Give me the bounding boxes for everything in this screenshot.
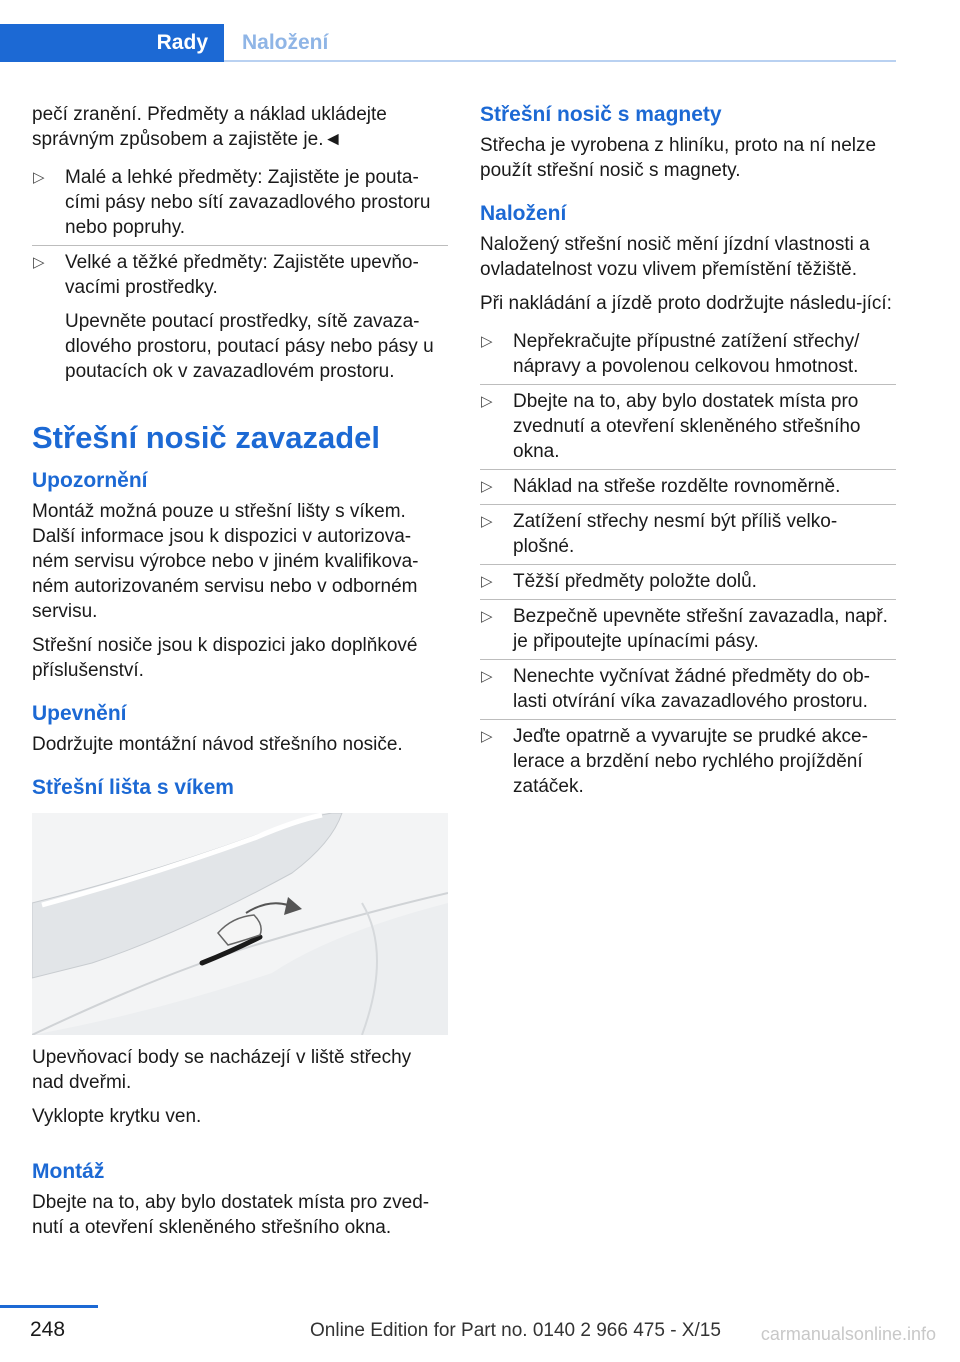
heading-roof-rail: Střešní lišta s víkem xyxy=(32,776,234,799)
cargo-list xyxy=(32,161,448,305)
paragraph-nalozeni-1: Naložený střešní nosič mění jízdní vlastnosti a ovladatelnost vozu vlivem přemístění těžiště. xyxy=(480,234,870,280)
watermark: carmanualsonline.info xyxy=(760,1324,936,1344)
list-item-text: Těžší předměty položte dolů. xyxy=(513,571,757,592)
paragraph-upozorneni-2: Střešní nosiče jsou k dispozici jako doplňkové příslušenství. xyxy=(32,635,418,681)
bullet-triangle-icon: ▷ xyxy=(481,608,493,625)
footer xyxy=(0,1298,960,1362)
list-item-text: Nepřekračujte přípustné zatížení střechy/ nápravy a povolenou celkovou hmotnost. xyxy=(513,331,860,377)
list-item xyxy=(32,161,448,245)
roof-rail-illustration xyxy=(32,813,448,1035)
section-title-roof-rack: Střešní nosič zavazadel xyxy=(32,420,381,455)
header-bar xyxy=(0,0,960,64)
intro-paragraph: pečí zranění. Předměty a náklad ukládejte správným způsobem a zajistěte je.◄ xyxy=(32,104,387,150)
list-item xyxy=(480,719,896,804)
bullet-triangle-icon: ▷ xyxy=(481,333,493,350)
list-item xyxy=(480,659,896,719)
heading-upevneni: Upevnění xyxy=(32,702,127,725)
bullet-triangle-icon: ▷ xyxy=(481,513,493,530)
heading-nalozeni: Naložení xyxy=(480,202,567,225)
paragraph-roof-rail-1: Upevňovací body se nacházejí v liště střechy nad dveřmi. xyxy=(32,1047,412,1093)
bullet-triangle-icon: ▷ xyxy=(33,254,45,271)
paragraph-roof-rail-2: Vyklopte krytku ven. xyxy=(32,1106,202,1127)
loading-rules-list xyxy=(480,325,896,804)
list-item-text: Dbejte na to, aby bylo dostatek místa pro zvednutí a otevření skleněného střešního okna. xyxy=(513,391,861,462)
bullet-triangle-icon: ▷ xyxy=(481,728,493,745)
tab-nalozeni[interactable]: Naložení xyxy=(242,31,329,54)
edition-note: Online Edition for Part no. 0140 2 966 475 - X/15 xyxy=(310,1320,721,1341)
paragraph-magnetic-rack: Střecha je vyrobena z hliníku, proto na ní nelze použít střešní nosič s magnety. xyxy=(480,135,877,181)
list-item xyxy=(32,245,448,305)
bullet-triangle-icon: ▷ xyxy=(481,478,493,495)
right-column xyxy=(480,102,896,804)
heading-montaz: Montáž xyxy=(32,1160,105,1183)
tab-rady[interactable]: Rady xyxy=(0,24,224,62)
left-column xyxy=(32,102,448,1249)
list-item xyxy=(480,564,896,599)
heading-magnetic-rack: Střešní nosič s magnety xyxy=(480,103,722,126)
heading-upozorneni: Upozornění xyxy=(32,469,148,492)
paragraph-upozorneni-1: Montáž možná pouze u střešní lišty s víkem. Další informace jsou k dispozici v autorizova-ném servisu výrobce nebo v jiném kvalifikova-ném autorizovaném servisu nebo v odborném servisu. xyxy=(32,501,419,622)
list-item xyxy=(480,384,896,469)
list-item-text: Zatížení střechy nesmí být příliš velko-plošné. xyxy=(513,511,838,557)
list-item-text: Velké a těžké předměty: Zajistěte upevňo-vacími prostředky. xyxy=(65,252,419,298)
list-item-text: Malé a lehké předměty: Zajistěte je pouta-cími pásy nebo sítí zavazadlového prostoru nebo popruhy. xyxy=(65,167,431,238)
bullet-triangle-icon: ▷ xyxy=(33,169,45,186)
list-item-text: Náklad na střeše rozdělte rovnoměrně. xyxy=(513,476,841,497)
paragraph-montaz: Dbejte na to, aby bylo dostatek místa pro zved-nutí a otevření skleněného střešního okna. xyxy=(32,1192,430,1238)
list-item xyxy=(480,504,896,564)
page-number: 248 xyxy=(30,1318,66,1341)
bullet-triangle-icon: ▷ xyxy=(481,573,493,590)
list-item-text: Bezpečně upevněte střešní zavazadla, např. je připoutejte upínacími pásy. xyxy=(513,606,888,652)
bullet-triangle-icon: ▷ xyxy=(481,393,493,410)
paragraph-upevneni: Dodržujte montážní návod střešního nosiče. xyxy=(32,734,403,755)
list-item xyxy=(480,599,896,659)
list-item xyxy=(480,325,896,384)
list-item-text: Nenechte vyčnívat žádné předměty do ob-lasti otvírání víka zavazadlového prostoru. xyxy=(513,666,870,712)
bullet-triangle-icon: ▷ xyxy=(481,668,493,685)
list-sub-paragraph: Upevněte poutací prostředky, sítě zavaza-dlového prostoru, poutací pásy nebo pásy u poutacích ok v zavazadlovém prostoru. xyxy=(65,311,434,382)
header-divider xyxy=(224,60,896,62)
list-item xyxy=(480,469,896,504)
footer-accent-line xyxy=(0,1305,98,1308)
paragraph-nalozeni-2: Při nakládání a jízdě proto dodržujte následu-jící: xyxy=(480,293,892,314)
list-item-text: Jeďte opatrně a vyvarujte se prudké akce-lerace a brzdění nebo rychlého projíždění zatáček. xyxy=(513,726,868,797)
